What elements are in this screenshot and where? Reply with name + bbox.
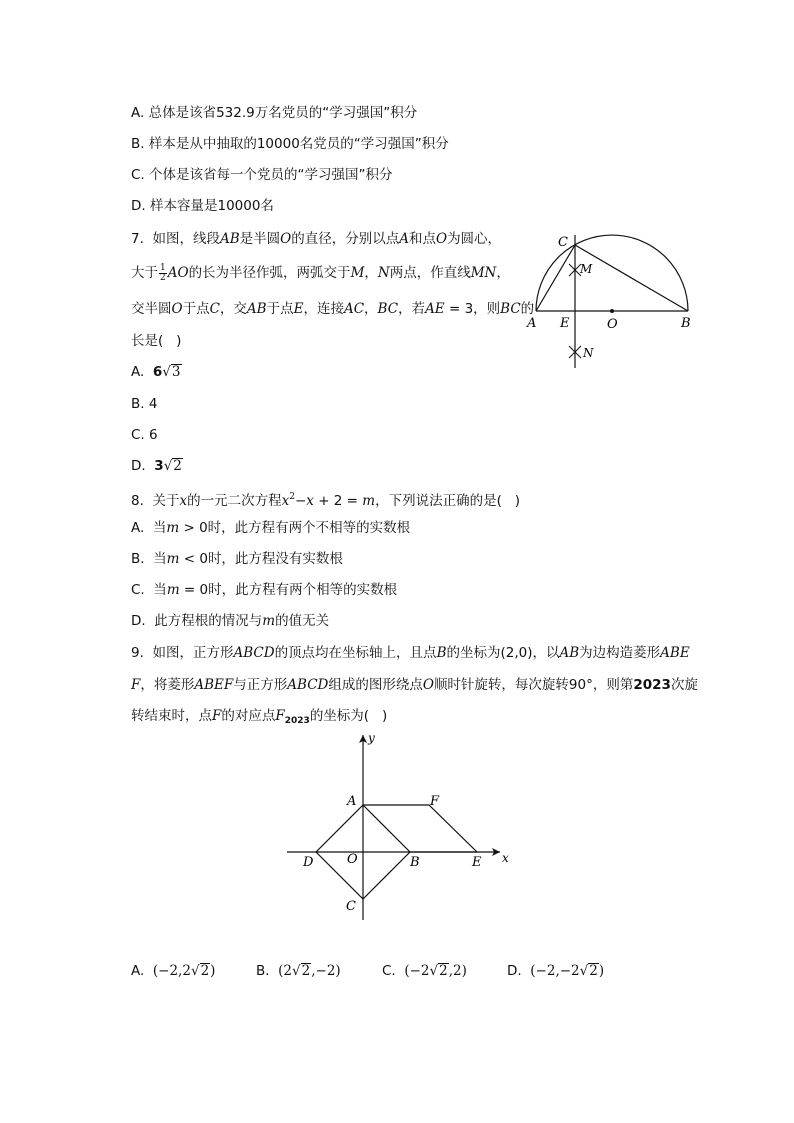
q6-option-d: D. 样本容量是10000名: [131, 198, 274, 214]
q9-stem-line3: 转结束时，点F的对应点$F_{2023}$的坐标为( ): [131, 708, 388, 726]
q9-label-e: E: [472, 855, 482, 870]
q7-option-a: A. 6√3: [131, 364, 181, 380]
q9-label-o: O: [347, 852, 358, 867]
q8-option-a: A. 当m > 0时，此方程有两个不相等的实数根: [131, 520, 411, 536]
q7-label-a: A: [527, 316, 537, 331]
q6-option-b: B. 样本是从中抽取的10000名党员的“学习强国”积分: [131, 136, 449, 152]
q7-label-n: N: [583, 346, 594, 360]
q7-option-c: C. 6: [131, 427, 158, 443]
q8-stem: 8. 关于x的一元二次方程$x^2-x + 2 = m$，下列说法正确的是( ): [131, 492, 521, 509]
q8-option-d: D. 此方程根的情况与m的值无关: [131, 613, 330, 629]
q9-label-d: D: [303, 855, 314, 870]
q7-label-o: O: [607, 317, 618, 332]
q9-stem-line2: F，将菱形ABEF与正方形ABCD组成的图形绕点O顺时针旋转，每次旋转90°，则第2023次旋: [131, 677, 698, 693]
q9-label-c: C: [346, 899, 356, 914]
q9-stem-line1: 9. 如图，正方形ABCD的顶点均在坐标轴上，且点B的坐标为(2,0)，以AB为边构造菱形ABE: [131, 645, 690, 661]
q9-label-f: F: [430, 794, 440, 809]
q9-option-c: C. (−2√2,2): [382, 963, 467, 979]
q9-option-a: A. (−2,2√2): [131, 963, 216, 979]
q7-stem-line2: 大于 $\frac{1}{2}$ AO的长为半径作弧，两弧交于M，N两点，作直线MN，: [131, 262, 510, 283]
q9-label-a: A: [347, 794, 357, 809]
q7-figure: [520, 228, 700, 373]
q7-label-c: C: [558, 235, 568, 250]
q6-option-a: A. 总体是该省532.9万名党员的“学习强国”积分: [131, 105, 418, 121]
q9-option-b: B. (2√2,−2): [256, 963, 341, 979]
q7-option-b: B. 4: [131, 396, 158, 412]
q8-option-b: B. 当m < 0时，此方程没有实数根: [131, 551, 343, 567]
q7-stem-line3: 交半圆O于点C，交AB于点E，连接AC，BC，若AE = 3，则BC的: [131, 301, 535, 317]
q9-figure: [280, 728, 520, 928]
q9-label-y: y: [368, 731, 375, 745]
q8-option-c: C. 当m = 0时，此方程有两个相等的实数根: [131, 582, 398, 598]
q7-option-d: D. 3√2: [131, 458, 182, 474]
q7-stem-line1: 7. 如图，线段AB是半圆O的直径，分别以点A和点O为圆心，: [131, 231, 502, 247]
q7-label-e: E: [560, 316, 570, 331]
q9-label-x: x: [502, 851, 509, 865]
q9-label-b: B: [410, 855, 420, 870]
q6-option-c: C. 个体是该省每一个党员的“学习强国”积分: [131, 167, 393, 183]
q7-label-b: B: [681, 316, 691, 331]
q7-label-m: M: [580, 262, 593, 276]
q9-option-d: D. (−2,−2√2): [507, 963, 605, 979]
q7-stem-line4: 长是( ): [131, 333, 182, 349]
